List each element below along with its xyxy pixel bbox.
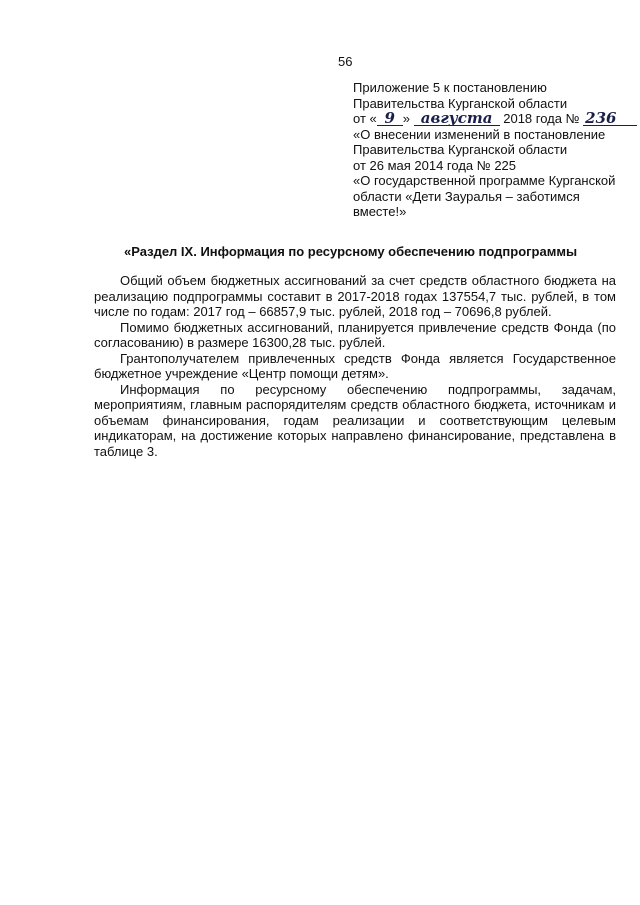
page-number: 56: [338, 54, 353, 69]
handwritten-day: 9: [377, 112, 403, 126]
paragraph-fund-attraction: Помимо бюджетных ассигнований, планируется привлечение средств Фонда (по согласованию) в размере 16300,28 тыс. рублей.: [94, 319, 616, 350]
paragraph-grant-recipient: Грантополучателем привлеченных средств Фонда является Государственное бюджетное учреждение «Центр помощи детям».: [94, 350, 616, 381]
date-mid: »: [402, 111, 410, 126]
body-text: [94, 273, 616, 459]
handwritten-month: августа: [414, 112, 500, 126]
appendix-line-5: Правительства Курганской области: [353, 142, 568, 157]
appendix-line-6: от 26 мая 2014 года № 225: [353, 157, 517, 173]
appendix-line-4: «О внесении изменений в постановление: [353, 126, 606, 142]
appendix-header: [353, 80, 628, 220]
handwritten-doc-number: 236: [583, 112, 637, 126]
appendix-date-line: [353, 111, 628, 127]
paragraph-resource-info: Информация по ресурсному обеспечению подпрограммы, задачам, мероприятиям, главным распорядителям средств областного бюджета, источникам и объемам финансирования, годам реализации и соответствующим целевым индикаторам, на достижение которых направлено финансирование, представлена в таблице 3.: [94, 381, 616, 459]
appendix-line-2: Правительства Курганской области: [353, 95, 568, 111]
appendix-line-7: «О государственной программе Курганской области «Дети Зауралья – заботимся вместе!»: [353, 173, 616, 219]
date-year-text: 2018 года №: [503, 111, 580, 126]
section-title: «Раздел IX. Информация по ресурсному обеспечению подпрограммы: [124, 244, 578, 259]
date-prefix: от «: [353, 111, 377, 126]
appendix-line-1: Приложение 5 к постановлению: [353, 80, 547, 95]
paragraph-budget-total: Общий объем бюджетных ассигнований за счет средств областного бюджета на реализацию подпрограммы составит в 2017-2018 годах 137554,7 тыс. рублей, в том числе по годам: 2017 год – 66857,9 тыс. рублей, 2018 год – 70696,8 рублей.: [94, 273, 616, 319]
